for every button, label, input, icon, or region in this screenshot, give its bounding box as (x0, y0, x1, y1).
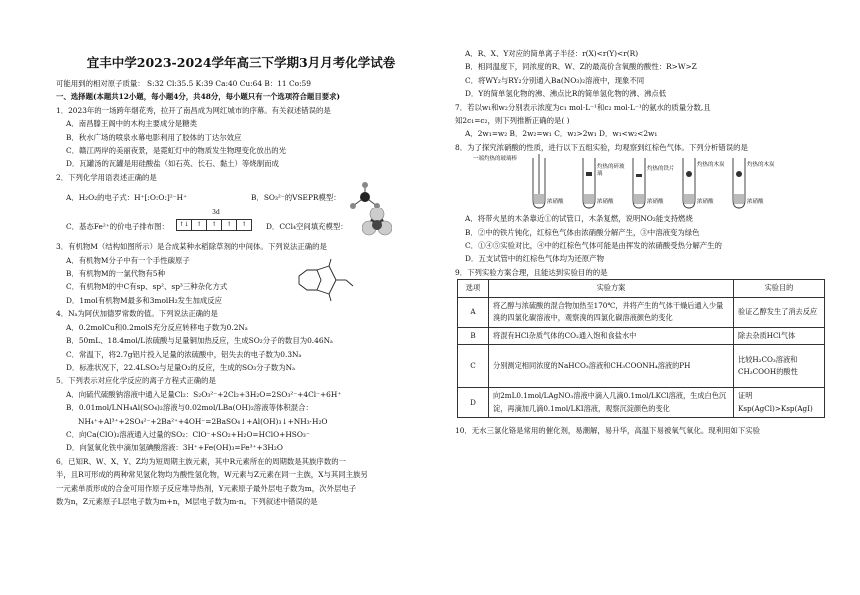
left-column (56, 0, 426, 508)
q3-option-b: B．有机物M的一氯代物有5种 (66, 269, 165, 279)
orbital-box: ↑ (222, 219, 237, 231)
q1-option-d: D．瓦罐汤的瓦罐是用硅酸盐（如石英、长石、黏土）等烧制而成 (66, 159, 279, 169)
q9-table (457, 279, 825, 418)
label-conc-nitric: 浓硝酸 (647, 199, 664, 206)
q3-stem: 3．有机物M（结构如图所示）是合成某种水稻除草剂的中间体。下列说法正确的是 (56, 242, 327, 252)
label-glass-rod: 一端灼热的玻璃棒 (473, 156, 518, 163)
organic-structure-m-figure (291, 256, 361, 306)
row-goal: 除去杂质HCl气体 (734, 327, 825, 345)
q4-option-d: D．标准状况下，22.4LSO₂与足量O₂的反应，生成的SO₃分子数为Nₐ (66, 362, 296, 372)
q8-option-b: B．②中的铁片钝化，红棕色气体由浓硝酸分解产生，③中溶液变为绿色 (465, 227, 700, 237)
header-goal: 实验目的 (734, 280, 825, 298)
q2-option-c: C．基态Fe²⁺的价电子排布图： (66, 222, 169, 232)
orbital-box: ↑ (192, 219, 207, 231)
right-column (455, 47, 825, 438)
ccl4-space-filling-figure (362, 208, 392, 238)
q6-option-c: C．将WY₂与RY₂分别通入Ba(NO₃)₂溶液中，现象不同 (465, 75, 645, 85)
q2-stem: 2．下列化学用语表述正确的是 (56, 172, 157, 182)
q1-option-a: A．南昌滕王阁中的木构主要成分是糖类 (66, 119, 197, 129)
q3-option-a: A．有机物M分子中有一个手性碳原子 (66, 255, 190, 265)
q4-option-c: C．常温下，将2.7g铝片投入足量的浓硫酸中，铝失去的电子数为0.3Nₐ (66, 349, 302, 359)
q5-stem: 5．下列表示对应化学反应的离子方程式正确的是 (56, 376, 216, 386)
row-plan: 分别测定相同浓度的NaHCO₃溶液和CH₃COONH₄溶液的PH (489, 345, 734, 388)
q8-option-c: C．①④⑤实验对比，④中的红棕色气体可能是由挥发的浓硝酸受热分解产生的 (465, 241, 722, 251)
q5-option-b-equation: NH₄⁺+Al³⁺+2SO₄²⁻+2Ba²⁺+4OH⁻=2BaSO₄↓+Al(OH)₃↓+NH₃·H₂O (78, 416, 328, 426)
q2-option-b: B．SO₃²⁻的VSEPR模型： (251, 193, 341, 203)
row-plan: 将混有HCl杂质气体的CO₂通入饱和食盐水中 (489, 327, 734, 345)
q6-option-b: B．相同温度下，同浓度的R、W、Z的最高价含氧酸的酸性：R>W>Z (465, 62, 697, 72)
section-one-heading: 一、选择题(本题共12小题，每小题4分，共48分，每小题只有一个选项符合题目要求) (56, 92, 340, 102)
q8-option-d: D．五支试管中的红棕色气体均为还原产物 (465, 254, 604, 264)
label-conc-nitric: 浓硝酸 (597, 199, 614, 206)
label-charcoal: 灼热的木炭 (747, 162, 775, 169)
q1-option-c: C．赣江两岸的美丽夜景，是霓虹灯中的物质发生物理变化放出的光 (66, 146, 286, 156)
row-goal: 比较H₂CO₃溶液和CH₃COOH的酸性 (734, 345, 825, 388)
q3-option-d: D．1mol有机物M最多和3molH₂发生加成反应 (66, 295, 223, 305)
q6-line-3: 一元素单质形成的合金可用作原子反应堆导热剂，Y元素原子最外层电子数为m，次外层电子 (56, 483, 357, 493)
orbital-box: ↑↓ (176, 219, 192, 231)
table-header-row (458, 280, 825, 298)
row-goal: 验证乙醇发生了消去反应 (734, 297, 825, 327)
label-conc-nitric: 浓硝酸 (747, 199, 764, 206)
fe-orbital-diagram (176, 219, 252, 231)
label-conc-nitric: 浓硝酸 (697, 199, 714, 206)
label-iron-sheet: 灼热的铁片 (647, 166, 675, 173)
q7-line-2: 知2c₁=c₂，则下列推断正确的是( ) (455, 116, 570, 126)
q4-stem: 4．Nₐ为阿伏加德罗常数的值。下列说法正确的是 (56, 309, 218, 319)
q1-stem: 1．2023年的一场跨年烟花秀，拉开了南昌成为网红城市的序幕。有关叙述错误的是 (56, 105, 331, 115)
q5-option-c: C．向Ca(ClO)₂溶液通入过量的SO₂：ClO⁻+SO₂+H₂O=HClO+HSO₃⁻ (66, 429, 310, 439)
orbital-box: ↑ (237, 219, 252, 231)
table-row (458, 345, 825, 388)
atomic-masses: 可能用到的相对原子质量： S:32 Cl:35.5 K:39 Ca:40 Cu:64 B：11 Co:59 (56, 79, 311, 88)
q4-option-a: A．0.2molCu和0.2molS充分反应转移电子数为0.2Nₐ (66, 322, 248, 332)
q7-options: A．2w₁=w₂ B．2w₂=w₁ C．w₂>2w₁ D．w₁<w₂<2w₁ (465, 129, 658, 139)
q8-apparatus-figure (473, 154, 825, 212)
row-option: B (458, 327, 489, 345)
q2-row-cd (56, 209, 426, 240)
q7-line-1: 7．若以w₁和w₂分别表示浓度为c₁ mol·L⁻¹和c₂ mol·L⁻¹的氨水的质量分数,且 (455, 102, 711, 112)
q4-option-b: B．50mL、18.4mol/L浓硫酸与足量铜加热反应，生成SO₂分子的数目为0.46Nₐ (66, 336, 333, 346)
row-goal: 证明 Ksp(AgCl)>Ksp(AgI) (734, 388, 825, 418)
q9-stem: 9．下列实验方案合理，且能达到实验目的的是 (455, 267, 608, 277)
q6-line-4: 数为n，Z元素原子L层电子数为m+n，M层电子数为m-n。下列叙述中错误的是 (56, 496, 318, 506)
q6-option-d: D．Y的简单氢化物的沸、沸点比R的简单氢化物的沸、沸点低 (465, 89, 667, 99)
orbital-box: ↑ (207, 219, 222, 231)
q8-stem: 8．为了探究浓硝酸的性质，进行以下五组实验，均观察到红棕色气体。下列分析错误的是 (455, 142, 748, 152)
label-charcoal: 灼热的木炭 (697, 162, 725, 169)
label-glass-chips: 灼热的碎玻璃 (597, 164, 625, 178)
q1-option-b: B．秋水广场的喷泉水幕电影利用了胶体的丁达尔效应 (66, 132, 242, 142)
q3-option-c: C．有机物M的中C有sp、sp²、sp³三种杂化方式 (66, 282, 228, 292)
q8-option-a: A．将带火星的木条靠近①的试管口，木条复燃，说明NO₂能支持燃烧 (465, 214, 693, 224)
table-row (458, 327, 825, 345)
table-row (458, 297, 825, 327)
label-conc-nitric: 浓硝酸 (547, 199, 564, 206)
q6-line-2: 半，且R可形成的两种常见氢化物均为酸性氢化物，W元素与Z元素在同一主族，X与其同主族另 (56, 470, 368, 480)
q6-option-a: A．R、X、Y对应的简单离子半径：r(X)<r(Y)<r(R) (465, 49, 639, 58)
q5-option-b: B．0.01mol/LNH₄Al(SO₄)₂溶液与0.02mol/LBa(OH)₂溶液等体积混合： (66, 403, 313, 413)
q3-options (56, 254, 426, 308)
header-plan: 实验方案 (489, 280, 734, 298)
row-option: D (458, 388, 489, 418)
table-row (458, 388, 825, 418)
row-plan: 向2mL0.1mol/LAgNO₃溶液中滴入几滴0.1mol/LKCl溶液，生成白色沉淀，再滴加几滴0.1mol/LKI溶液，观察沉淀颜色的变化 (489, 388, 734, 418)
header-option: 选项 (458, 280, 489, 298)
row-option: C (458, 345, 489, 388)
q2-option-d: D．CCl₄空间填充模型： (266, 222, 348, 232)
q6-line-1: 6．已知R、W、X、Y、Z均为短周期主族元素，其中R元素所在的周期数是其族序数的一 (56, 456, 346, 466)
q5-option-a: A．向硫代硫酸钠溶液中通入足量Cl₂：S₂O₃²⁻+2Cl₂+3H₂O=2SO₃²⁻+4Cl⁻+6H⁺ (66, 389, 342, 399)
q2-option-a: A．H₂O₂的电子式：H⁺[:O:O:]²⁻H⁺ (66, 193, 188, 203)
fe-orbital-label: 3d (212, 209, 220, 217)
row-plan: 将乙醇与浓硫酸的混合物加热至170℃，并将产生的气体干燥后通入少量溴的四氯化碳溶液中，观察溴的四氯化碳溶液颜色的变化 (489, 297, 734, 327)
q10-stem: 10．无水三氯化铬是常用的催化剂，易潮解，易升华，高温下易被氧气氧化。现利用如下实验 (455, 426, 761, 436)
q5-option-d: D．向氢氧化铁中滴加氢碘酸溶液：3H⁺+Fe(OH)₃=Fe³⁺+3H₂O (66, 443, 283, 453)
row-option: A (458, 297, 489, 327)
exam-title: 宜丰中学2023-2024学年高三下学期3月月考化学试卷 (86, 55, 396, 70)
